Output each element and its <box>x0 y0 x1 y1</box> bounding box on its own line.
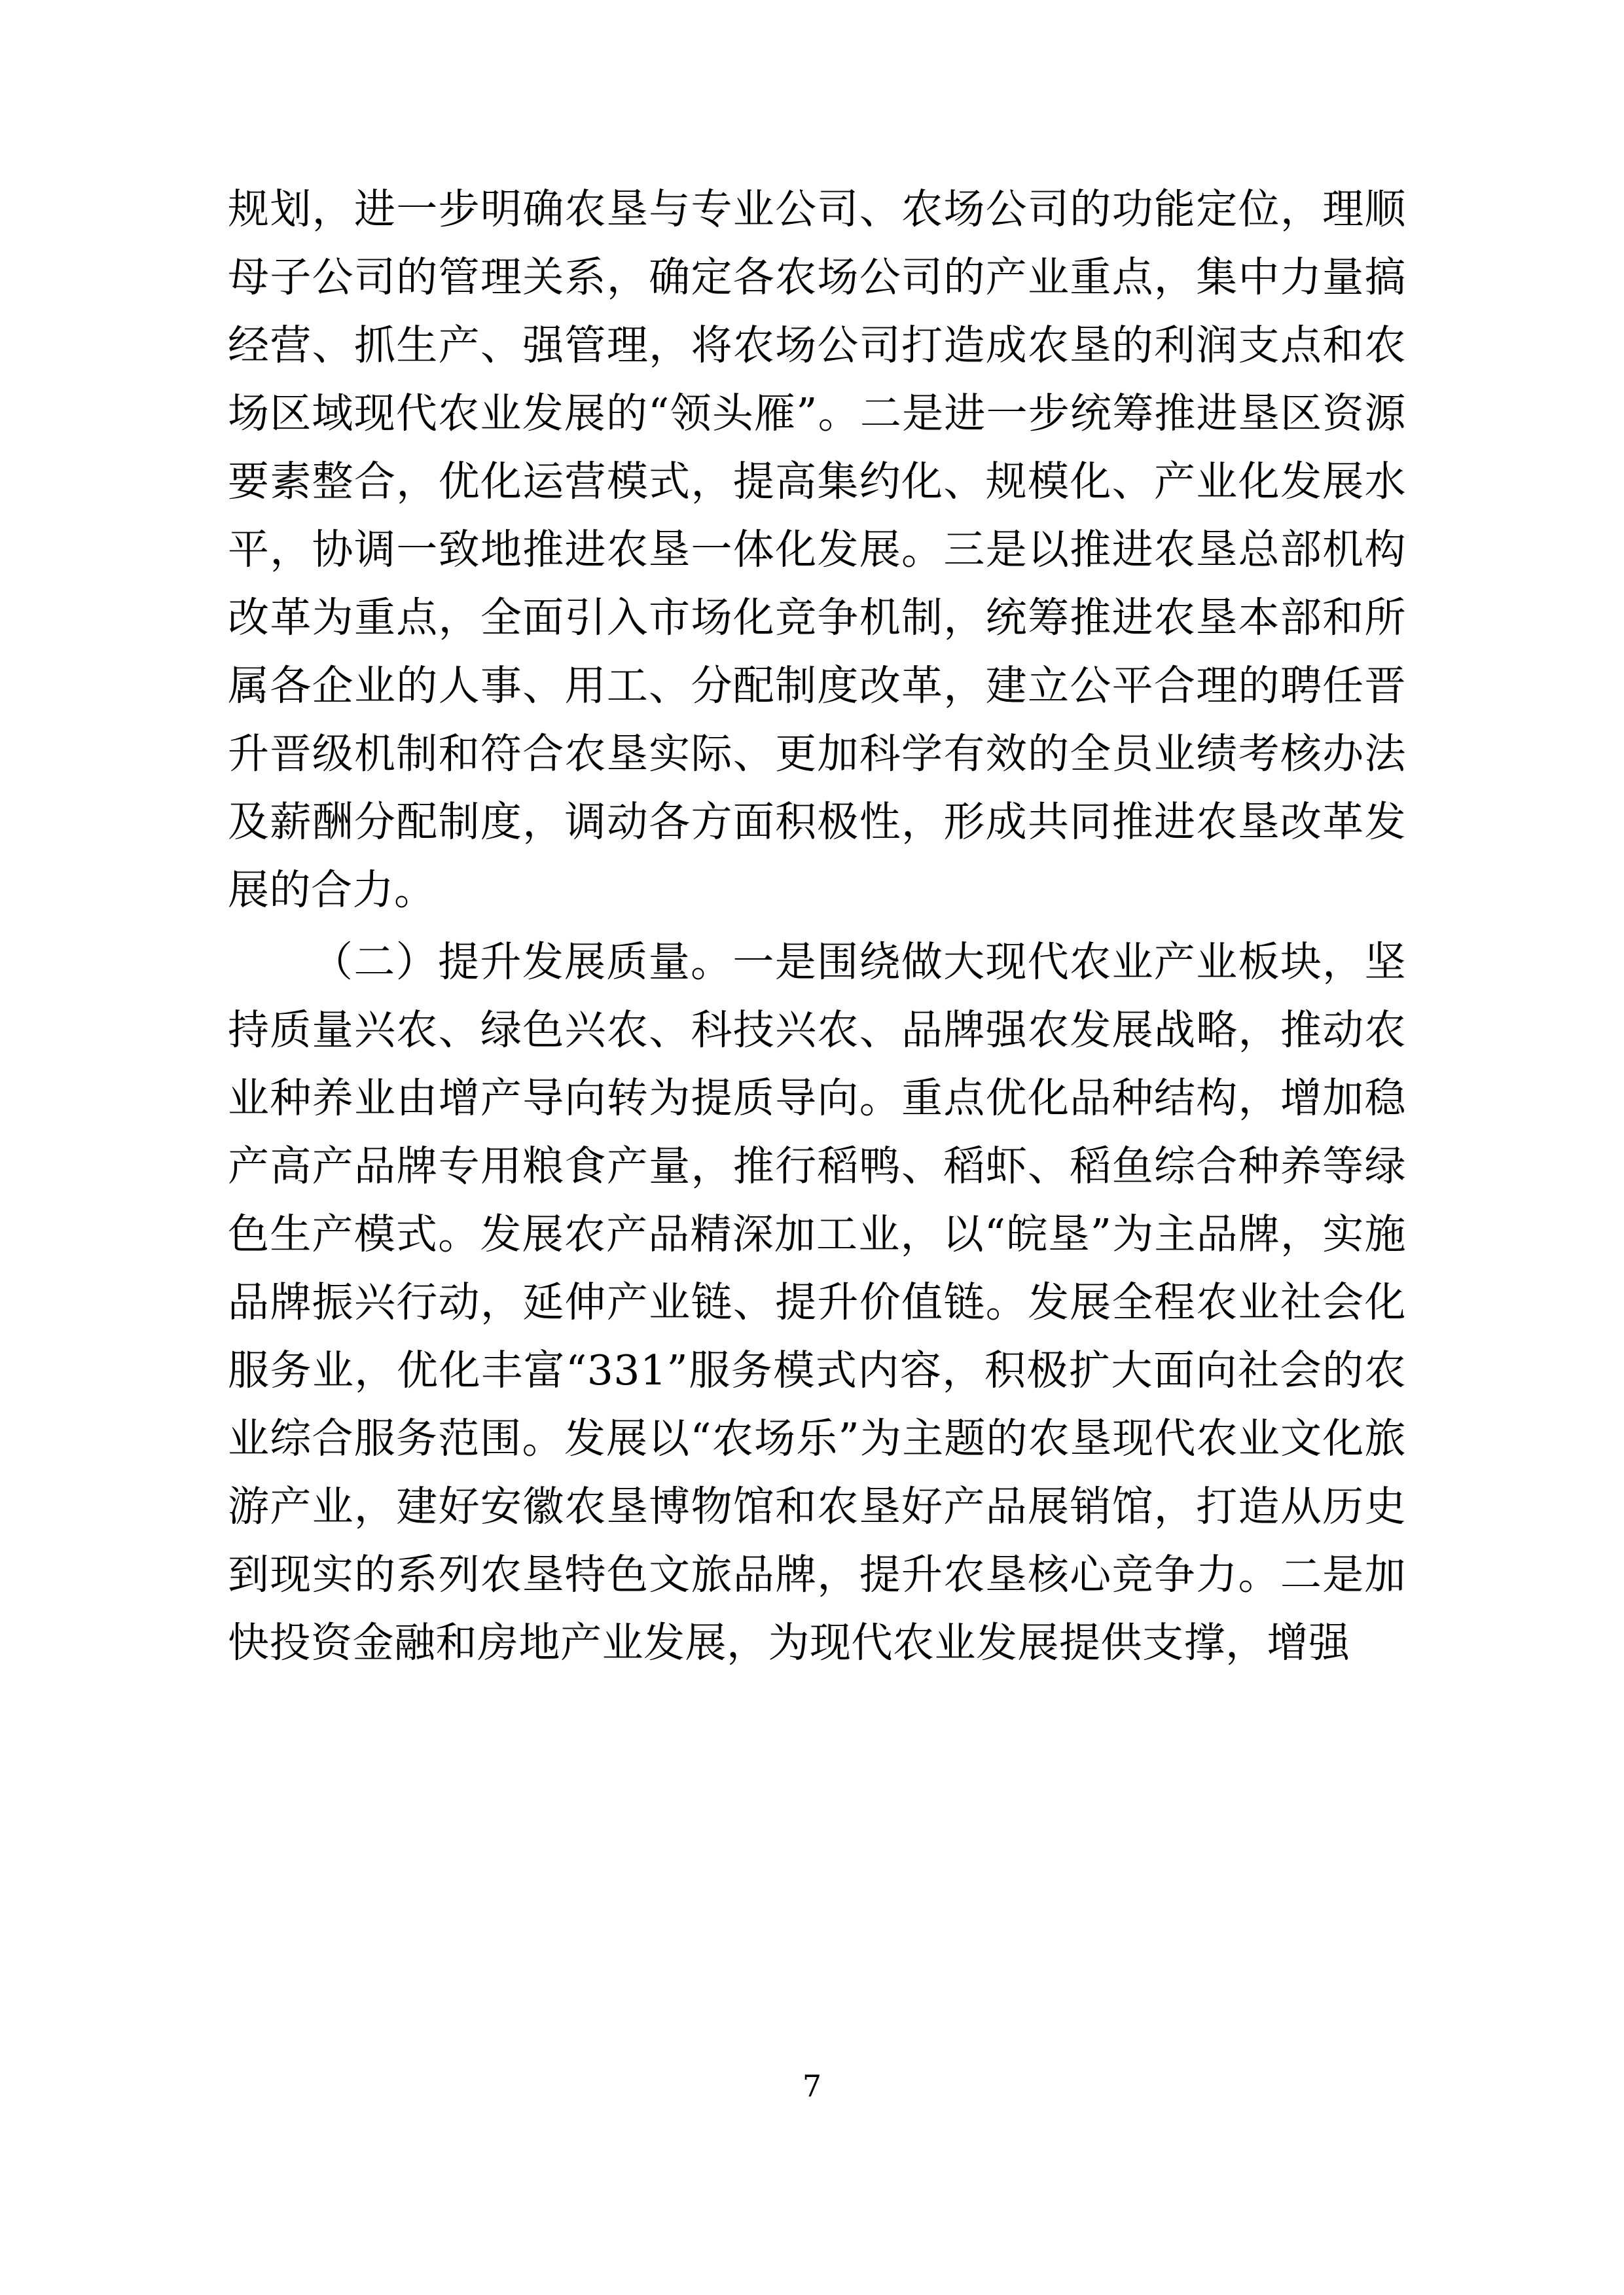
page-body <box>228 175 1406 1677</box>
paragraph-2: （二）提升发展质量。一是围绕做大现代农业产业板块，坚持质量兴农、绿色兴农、科技兴农、品牌强农发展战略，推动农业种养业由增产导向转为提质导向。重点优化品种结构，增加稳产高产品牌专用粮食产量，推行稻鸭、稻虾、稻鱼综合种养等绿色生产模式。发展农产品精深加工业，以“皖垦”为主品牌，实施品牌振兴行动，延伸产业链、提升价值链。发展全程农业社会化服务业，优化丰富“331”服务模式内容，积极扩大面向社会的农业综合服务范围。发展以“农场乐”为主题的农垦现代农业文化旅游产业，建好安徽农垦博物馆和农垦好产品展销馆，打造从历史到现实的系列农垦特色文旅品牌，提升农垦核心竞争力。二是加快投资金融和房地产业发展，为现代农业发展提供支撑，增强 <box>228 938 1406 1667</box>
paragraph-1: 规划，进一步明确农垦与专业公司、农场公司的功能定位，理顺母子公司的管理关系，确定各农场公司的产业重点，集中力量搞经营、抓生产、强管理，将农场公司打造成农垦的利润支点和农场区域现代农业发展的“领头雁”。二是进一步统筹推进垦区资源要素整合，优化运营模式，提高集约化、规模化、产业化发展水平，协调一致地推进农垦一体化发展。三是以推进农垦总部机构改革为重点，全面引入市场化竞争机制，统筹推进农垦本部和所属各企业的人事、用工、分配制度改革，建立公平合理的聘任晋升晋级机制和符合农垦实际、更加科学有效的全员业绩考核办法及薪酬分配制度，调动各方面积极性，形成共同推进农垦改革发展的合力。 <box>228 185 1406 914</box>
page-number: 7 <box>802 2069 822 2104</box>
